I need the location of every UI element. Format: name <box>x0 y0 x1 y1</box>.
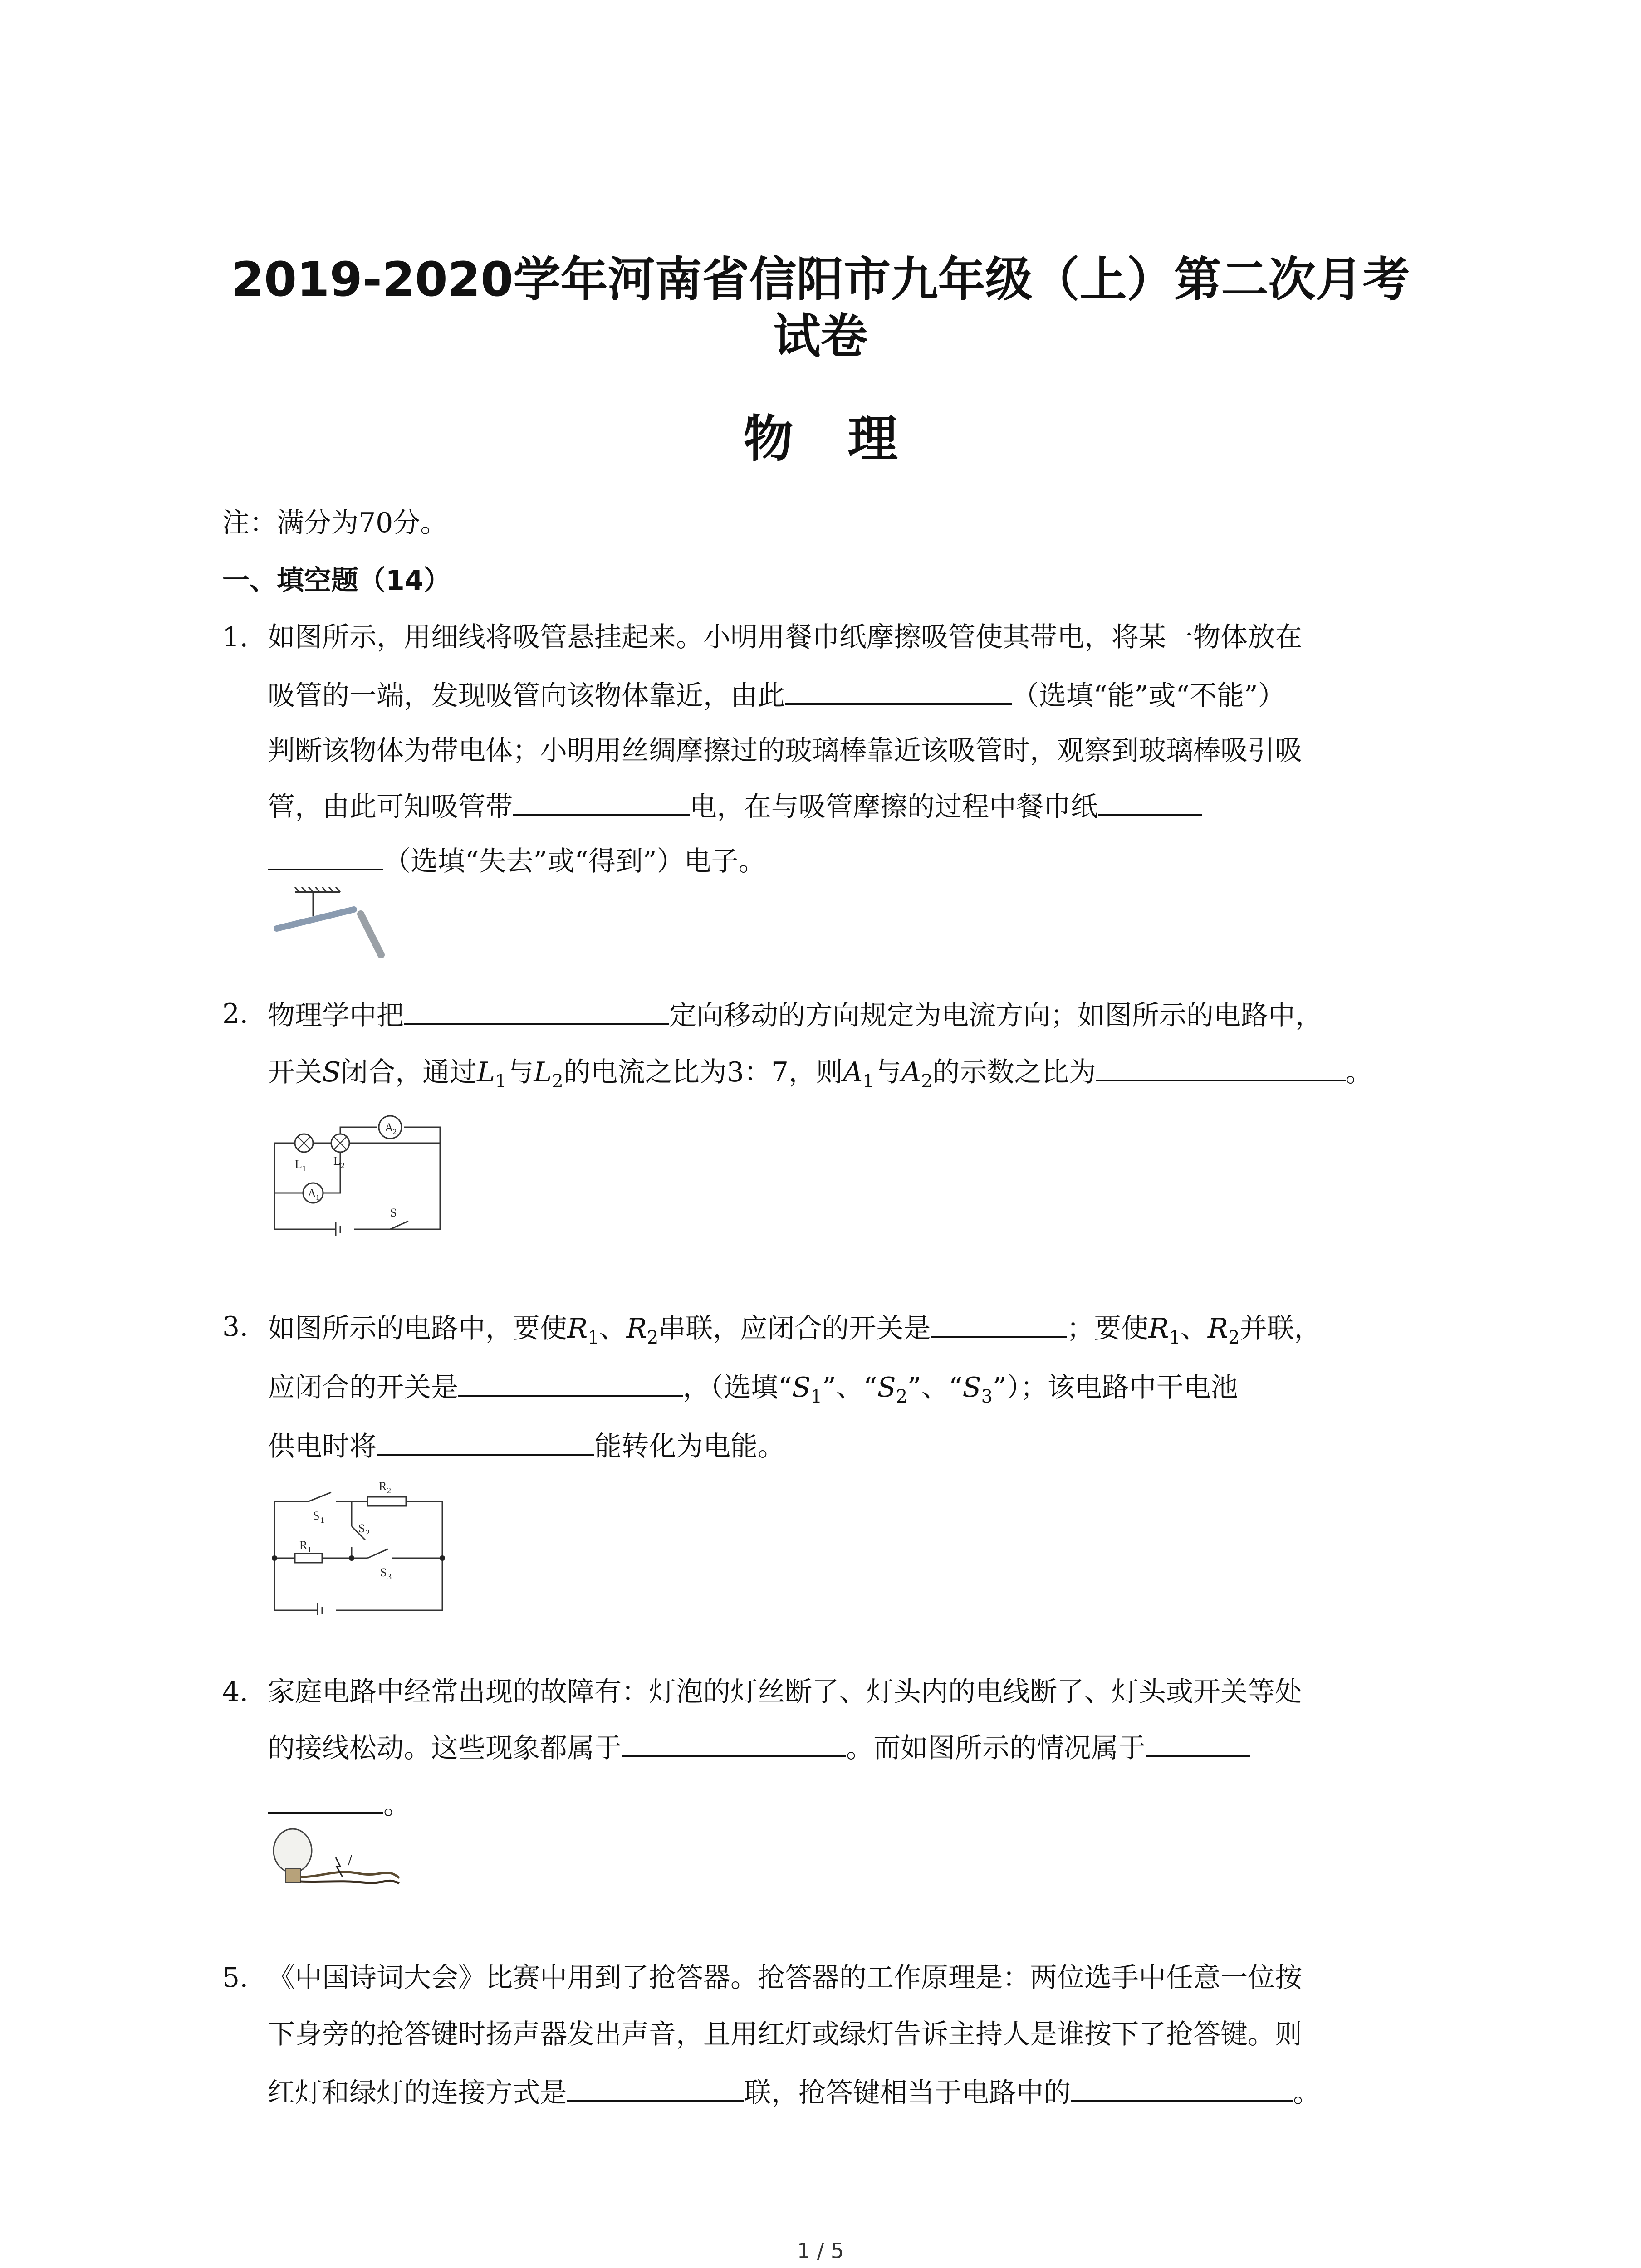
text-segment: 。 <box>1345 1056 1373 1088</box>
question-text-line: 家庭电路中经常出现的故障有：灯泡的灯丝断了、灯头内的电线断了、灯头或开关等处 <box>268 1676 1302 1708</box>
question-text-line <box>268 787 1202 825</box>
svg-text:2: 2 <box>387 1486 391 1495</box>
text-segment: 物理学中把 <box>268 1000 404 1031</box>
page-number: 1 / 5 <box>797 2239 844 2263</box>
symbol: S <box>962 1372 981 1403</box>
subscript: 1 <box>1169 1327 1181 1348</box>
text-segment: 红灯和绿灯的连接方式是 <box>268 2077 567 2109</box>
question-number: 2. <box>222 998 249 1030</box>
subscript: 1 <box>810 1386 823 1407</box>
symbol: R <box>626 1313 647 1344</box>
text-segment: ，（选填“ <box>683 1372 792 1403</box>
subscript: 3 <box>981 1386 993 1407</box>
svg-text:1: 1 <box>302 1164 306 1173</box>
subscript: 1 <box>588 1327 599 1348</box>
symbol: R <box>567 1313 588 1344</box>
subscript: 2 <box>647 1327 659 1348</box>
text-segment: 联，抢答键相当于电路中的 <box>744 2077 1071 2109</box>
text-segment: 、 <box>599 1313 627 1344</box>
label-l2: L <box>333 1154 341 1168</box>
subscript: 2 <box>896 1386 908 1407</box>
question-text-line <box>268 2073 1320 2111</box>
text-segment: 。 <box>383 1789 411 1821</box>
symbol: A <box>843 1056 863 1088</box>
question-text-line <box>268 996 1323 1034</box>
symbol: R <box>1148 1313 1169 1344</box>
answer-blank[interactable] <box>377 1427 594 1456</box>
circuit-diagram-q3 <box>268 1474 449 1615</box>
answer-blank[interactable] <box>567 2073 744 2102</box>
text-segment: 的示数之比为 <box>932 1056 1096 1088</box>
question-text-line <box>268 676 1285 714</box>
text-segment: 如图所示的电路中，要使 <box>268 1313 567 1344</box>
question-text-line <box>268 841 766 880</box>
text-segment: 吸管的一端，发现吸管向该物体靠近，由此 <box>268 680 785 712</box>
answer-blank[interactable] <box>1098 787 1202 816</box>
question-text-line <box>268 1368 1238 1415</box>
question-text-line: 《中国诗词大会》比赛中用到了抢答器。抢答器的工作原理是：两位选手中任意一位按 <box>268 1962 1302 1994</box>
label-a2: A <box>385 1121 393 1134</box>
score-note: 注：满分为70分。 <box>222 507 448 539</box>
text-segment: 的接线松动。这些现象都属于 <box>268 1732 622 1764</box>
subscript: 2 <box>1228 1327 1240 1348</box>
answer-blank[interactable] <box>404 996 669 1025</box>
text-segment: 闭合，通过 <box>341 1056 477 1088</box>
text-segment: ”、“ <box>822 1372 877 1403</box>
text-segment: （选填“失去”或“得到”）电子。 <box>383 846 766 877</box>
svg-text:1: 1 <box>308 1545 312 1554</box>
text-segment: ”、“ <box>907 1372 963 1403</box>
subscript: 1 <box>495 1071 507 1092</box>
answer-blank[interactable] <box>268 1785 383 1814</box>
svg-text:1: 1 <box>320 1515 324 1525</box>
label-s3: S <box>380 1566 387 1579</box>
text-segment: 应闭合的开关是 <box>268 1372 458 1403</box>
question-text-line: 如图所示，用细线将吸管悬挂起来。小明用餐巾纸摩擦吸管使其带电，将某一物体放在 <box>268 621 1302 653</box>
text-segment: 与 <box>874 1056 901 1088</box>
answer-blank[interactable] <box>785 676 1012 705</box>
exam-title-line1: 2019-2020学年河南省信阳市九年级（上）第二次月考 <box>231 252 1410 307</box>
svg-text:2: 2 <box>393 1128 397 1136</box>
answer-blank[interactable] <box>622 1728 846 1757</box>
text-segment: 开关 <box>268 1056 322 1088</box>
answer-blank[interactable] <box>1096 1052 1346 1081</box>
text-segment: 能转化为电能。 <box>594 1431 785 1462</box>
symbol: R <box>1207 1313 1229 1344</box>
label-a1: A <box>308 1187 316 1200</box>
question-text-line <box>268 1309 1322 1356</box>
symbol: S <box>322 1056 341 1088</box>
answer-blank[interactable] <box>931 1309 1067 1338</box>
label-r1: R <box>299 1539 308 1552</box>
question-text-line <box>268 1427 785 1465</box>
text-segment: 串联，应闭合的开关是 <box>658 1313 931 1344</box>
question-number: 3. <box>222 1311 249 1343</box>
label-l1: L <box>295 1158 302 1171</box>
light-bulb-short-circuit-figure <box>268 1823 404 1896</box>
answer-blank[interactable] <box>1071 2073 1293 2102</box>
text-segment: （选填“能”或“不能”） <box>1012 680 1285 712</box>
svg-text:2: 2 <box>366 1528 370 1537</box>
text-segment: 定向移动的方向规定为电流方向；如图所示的电路中， <box>669 1000 1323 1031</box>
question-number: 1. <box>222 621 249 653</box>
label-s1: S <box>313 1509 320 1522</box>
symbol: L <box>477 1056 495 1088</box>
answer-blank[interactable] <box>268 841 383 870</box>
text-segment: 管，由此可知吸管带 <box>268 791 513 823</box>
symbol: S <box>792 1372 811 1403</box>
subject-heading: 物理 <box>743 410 952 468</box>
answer-blank[interactable] <box>458 1368 683 1397</box>
question-text-line: 判断该物体为带电体；小明用丝绸摩擦过的玻璃棒靠近该吸管时，观察到玻璃棒吸引吸 <box>268 735 1302 767</box>
symbol: S <box>877 1372 896 1403</box>
answer-blank[interactable] <box>513 787 690 816</box>
text-segment: 供电时将 <box>268 1431 377 1462</box>
circuit-diagram-q2 <box>268 1102 449 1238</box>
subscript: 2 <box>921 1071 933 1092</box>
text-segment: ；要使 <box>1067 1313 1149 1344</box>
question-number: 4. <box>222 1676 249 1708</box>
label-s: S <box>390 1206 397 1219</box>
question-text-line <box>268 1785 411 1823</box>
exam-title-line2: 试卷 <box>773 308 868 364</box>
symbol: L <box>534 1056 552 1088</box>
label-r2: R <box>379 1480 387 1493</box>
section-heading-fill-blank: 一、填空题（14） <box>222 565 451 596</box>
text-segment: 、 <box>1180 1313 1208 1344</box>
subscript: 1 <box>862 1071 874 1092</box>
text-segment: 电，在与吸管摩擦的过程中餐巾纸 <box>690 791 1098 823</box>
symbol: A <box>901 1056 921 1088</box>
label-s2: S <box>358 1522 365 1535</box>
svg-text:3: 3 <box>387 1572 392 1581</box>
text-segment: ”）；该电路中干电池 <box>993 1372 1238 1403</box>
straw-hanging-figure <box>268 887 395 968</box>
question-number: 5. <box>222 1962 249 1994</box>
svg-text:1: 1 <box>316 1194 319 1202</box>
text-segment: 并联， <box>1239 1313 1322 1344</box>
text-segment: 。而如图所示的情况属于 <box>846 1732 1146 1764</box>
subscript: 2 <box>552 1071 563 1092</box>
question-text-line <box>268 1728 1250 1766</box>
question-text-line: 下身旁的抢答键时扬声器发出声音，且用红灯或绿灯告诉主持人是谁按下了抢答键。则 <box>268 2019 1302 2050</box>
question-text-line <box>268 1052 1373 1100</box>
answer-blank[interactable] <box>1146 1728 1250 1757</box>
text-segment: 。 <box>1293 2077 1320 2109</box>
svg-text:2: 2 <box>341 1161 345 1170</box>
text-segment: 与 <box>506 1056 534 1088</box>
text-segment: 的电流之比为3：7，则 <box>563 1056 843 1088</box>
